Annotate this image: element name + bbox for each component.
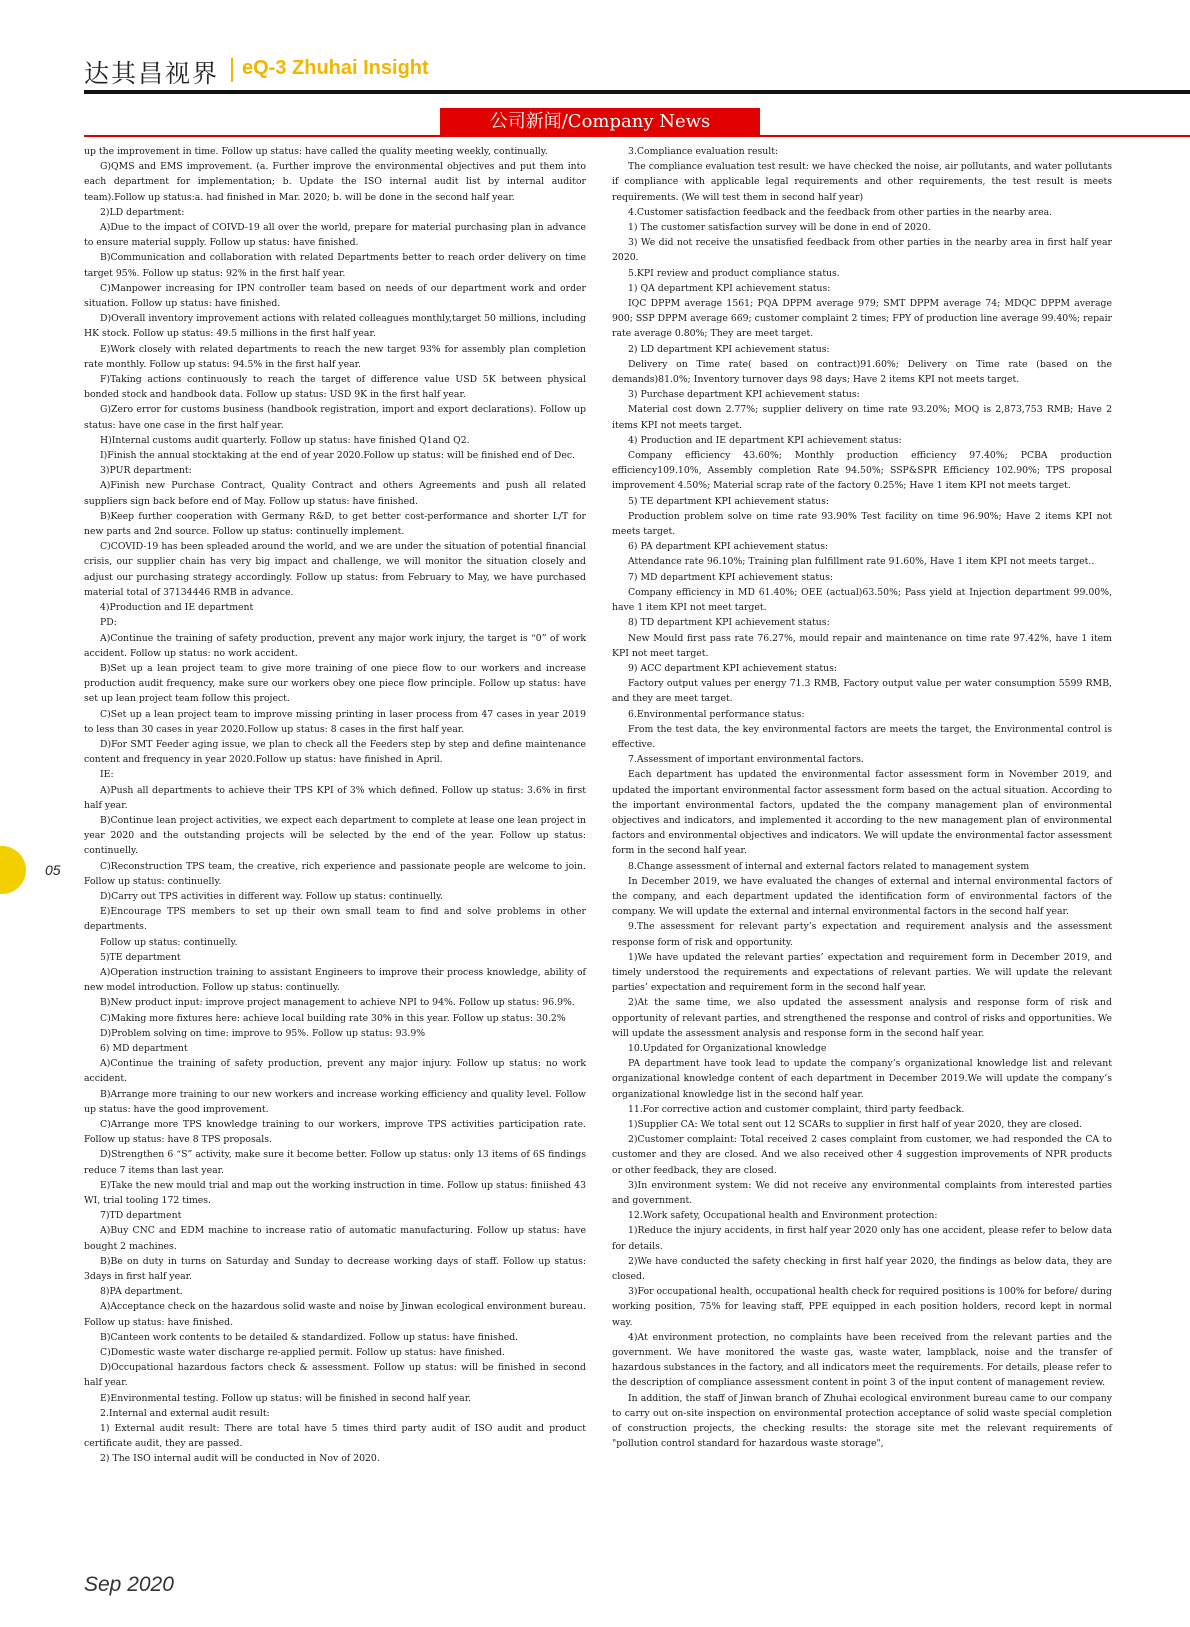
paragraph: PA department have took lead to update the company’s organizational knowledge list and relevant organizational knowledge content of each department in December 2019.We will update the company’s organizational knowledge list in the second half year. [612, 1058, 1112, 1100]
paragraph: E)Environmental testing. Follow up status: will be finished in second half year. [100, 1392, 472, 1404]
paragraph: B)Be on duty in turns on Saturday and Sunday to decrease working days of staff. Follow up status: 3days in first half year. [84, 1255, 586, 1283]
left-column [84, 144, 586, 1467]
paragraph: 2)Customer complaint: Total received 2 cases complaint from customer, we had responded the CA to customer and they are closed. And we also received other 4 suggestion improvements of NPR products or other feedback, they are closed. [612, 1134, 1112, 1176]
paragraph: 6) PA department KPI achievement status: [628, 541, 829, 553]
paragraph: D)Occupational hazardous factors check & assessment. Follow up status: will be finished in second half year. [84, 1362, 586, 1389]
paragraph: 4)Production and IE department [100, 602, 254, 614]
paragraph: A)Acceptance check on the hazardous solid waste and noise by Jinwan ecological environment bureau. Follow up status: have finished. [84, 1301, 586, 1328]
paragraph: 4.Customer satisfaction feedback and the feedback from other parties in the nearby area. [628, 206, 1053, 218]
paragraph: H)Internal customs audit quarterly. Follow up status: have finished Q1and Q2. [100, 434, 470, 446]
paragraph: 1) The customer satisfaction survey will be done in end of 2020. [628, 222, 931, 234]
paragraph: In addition, the staff of Jinwan branch of Zhuhai ecological environment bureau came to our company to carry out on-site inspection on environmental protection acceptance of solid waste special completion of construction projects, the checking results: the storage site met the relevant requirements of "pollution control standard for hazardous waste storage", [612, 1392, 1112, 1450]
masthead [84, 54, 1190, 88]
paragraph: In December 2019, we have evaluated the changes of external and internal environmental factors of the company, and each department updated the identification form of environmental factors of the company. We will update the external and internal environmental factors in the second half year. [612, 875, 1112, 918]
paragraph: D)Strengthen 6 “S” activity, make sure it become better. Follow up status: only 13 items of 6S findings reduce 7 items than last year. [84, 1149, 586, 1176]
paragraph: A)Finish new Purchase Contract, Quality Contract and others Agreements and push all related suppliers sign back before end of May. Follow up status: have finished. [84, 480, 586, 507]
paragraph: D)Overall inventory improvement actions with related colleagues monthly,target 50 millions, including HK stock. Follow up status: 49.5 millions in the first half year. [84, 313, 586, 340]
paragraph: The compliance evaluation test result: we have checked the noise, air pollutants, and water pollutants if compliance with applicable legal requirements and other requirements, the test result is meets requirements. (We will test them in second half year) [612, 161, 1112, 203]
paragraph: E)Work closely with related departments to reach the new target 93% for assembly plan completion rate monthly. Follow up status: 94.5% in the first half year. [84, 343, 586, 370]
right-column [612, 144, 1112, 1451]
paragraph: G)QMS and EMS improvement. (a. Further improve the environmental objectives and put them into each department for implementation; b. Update the ISO internal audit list by internal auditor team).Follow up status:a. had finished in Mar. 2020; b. will be done in the second half year. [84, 161, 586, 203]
paragraph: 3.Compliance evaluation result: [628, 146, 779, 157]
paragraph: 8.Change assessment of internal and external factors related to management system [628, 860, 1030, 872]
paragraph: up the improvement in time. Follow up status: have called the quality meeting weekly, continually. [84, 146, 548, 157]
paragraph: 1)Supplier CA: We total sent out 12 SCARs to supplier in first half of year 2020, they are closed. [628, 1119, 1083, 1130]
paragraph: Follow up status: continuelly. [100, 936, 238, 948]
paragraph: 3)In environment system: We did not receive any environmental complaints from interested parties and government. [612, 1179, 1112, 1207]
paragraph: 8)PA department. [100, 1286, 183, 1298]
paragraph: Company efficiency 43.60%; Monthly production efficiency 97.40%; PCBA production efficiency109.10%, Assembly completion Rate 94.50%; SSP&SPR Efficiency 102.90%; TPS proposal improvement 4.50%; Material scrap rate of the factory 0.25%; Have 1 item KPI not meets target. [612, 450, 1112, 492]
paragraph: 6.Environmental performance status: [628, 708, 805, 720]
paragraph: 1)We have updated the relevant parties’ expectation and requirement form in December 2019, and timely understood the requirements and expectations of relevant parties. We will update the relevant parties’ expectation and requirement form in the second half year. [612, 951, 1112, 994]
paragraph: B)Arrange more training to our new workers and increase working efficiency and quality level. Follow up status: have the good improvement. [84, 1088, 586, 1115]
brand-chinese: 达其昌视界 [84, 59, 220, 88]
paragraph: B)Canteen work contents to be detailed & standardized. Follow up status: have finished. [100, 1331, 519, 1343]
paragraph: C)Reconstruction TPS team, the creative, rich experience and passionate people are welcome to join. Follow up status: continuelly. [84, 860, 586, 887]
paragraph: C)Manpower increasing for IPN controller team based on needs of our department work and order situation. Follow up status: have finished. [84, 282, 586, 310]
paragraph: 6) MD department [100, 1042, 188, 1054]
paragraph: 3)PUR department: [100, 465, 192, 477]
paragraph: Attendance rate 96.10%; Training plan fulfillment rate 91.60%, Have 1 item KPI not meets target.. [628, 556, 1095, 568]
page-number-marker [0, 846, 26, 894]
paragraph: Company efficiency in MD 61.40%; OEE (actual)63.50%; Pass yield at Injection department 99.00%, have 1 item KPI not meet target. [612, 586, 1112, 614]
paragraph: A)Due to the impact of COIVD-19 all over the world, prepare for material purchasing plan in advance to ensure material supply. Follow up status: have finished. [84, 222, 586, 249]
paragraph: D)Carry out TPS activities in different way. Follow up status: continuelly. [100, 890, 443, 902]
paragraph: 1) QA department KPI achievement status: [628, 282, 831, 294]
paragraph: 4) Production and IE department KPI achievement status: [628, 434, 902, 446]
paragraph: 5)TE department [100, 951, 181, 963]
paragraph: IQC DPPM average 1561; PQA DPPM average 979; SMT DPPM average 74; MDQC DPPM average 900; SSP DPPM average 669; customer complaint 2 times; FPY of production line average 99.40%; repair rate average 0.80%; They are meet target. [612, 298, 1112, 340]
paragraph: 12.Work safety, Occupational health and Environment protection: [628, 1210, 938, 1222]
paragraph: A)Operation instruction training to assistant Engineers to improve their process knowledge, ability of new model introduction. Follow up status: continuelly. [84, 966, 586, 994]
paragraph: 1) External audit result: There are total have 5 times third party audit of ISO audit and product certificate audit, they are passed. [84, 1423, 586, 1450]
paragraph: Production problem solve on time rate 93.90% Test facility on time 96.90%; Have 2 items KPI not meets target. [612, 510, 1112, 538]
paragraph: D)For SMT Feeder aging issue, we plan to check all the Feeders step by step and define maintenance content and frequency in year 2020.Follow up status: have finished in April. [84, 738, 586, 766]
paragraph: 9.The assessment for relevant party’s expectation and requirement analysis and the assessment response form of risk and opportunity. [612, 921, 1112, 948]
paragraph: 2)We have conducted the safety checking in first half year 2020, the findings as below data, they are closed. [612, 1255, 1112, 1283]
paragraph: A)Buy CNC and EDM machine to increase ratio of automatic manufacturing. Follow up status: have bought 2 machines. [84, 1225, 586, 1252]
paragraph: E)Take the new mould trial and map out the working instruction in time. Follow up status: finiished 43 WI, trial tooling 172 times. [84, 1179, 586, 1207]
paragraph: New Mould first pass rate 76.27%, mould repair and maintenance on time rate 97.42%, have 1 item KPI not meet target. [612, 632, 1112, 659]
paragraph: PD: [100, 617, 117, 629]
paragraph: Material cost down 2.77%; supplier delivery on time rate 93.20%; MOQ is 2,873,753 RMB; Have 2 items KPI not meets target. [612, 404, 1112, 431]
page-number: 05 [45, 862, 61, 878]
paragraph: 2) The ISO internal audit will be conducted in Nov of 2020. [100, 1453, 380, 1465]
paragraph: 2.Internal and external audit result: [100, 1407, 270, 1419]
paragraph: G)Zero error for customs business (handbook registration, import and export declarations). Follow up status: have one case in the first half year. [84, 404, 586, 431]
paragraph: C)COVID-19 has been spleaded around the world, and we are under the situation of potential financial crisis, our supplier chain has very big impact and challenge, we will monitor the situation closely and adjust our purchasing strategy accordingly. Follow up status: from February to May, we have purchased material total of 37134446 RMB in advance. [84, 541, 586, 598]
paragraph: 2)LD department: [100, 206, 185, 218]
paragraph: B)Keep further cooperation with Germany R&D, to get better cost-performance and shorter L/T for new parts and 2nd source. Follow up status: continuelly implement. [84, 510, 586, 538]
paragraph: A)Continue the training of safety production, prevent any major injury. Follow up status: no work accident. [84, 1058, 586, 1085]
paragraph: C)Making more fixtures here: achieve local building rate 30% in this year. Follow up status: 30.2% [100, 1012, 566, 1024]
section-title: 公司新闻/Company News [440, 108, 760, 136]
paragraph: D)Problem solving on time: improve to 95%. Follow up status: 93.9% [100, 1027, 426, 1039]
paragraph: 3)For occupational health, occupational health check for required positions is 100% for before/ during working position, 75% for leaving staff, PPE equipped in each position holders, record kept in normal way. [612, 1286, 1112, 1328]
paragraph: 11.For corrective action and customer complaint, third party feedback. [628, 1103, 965, 1115]
paragraph: F)Taking actions continuously to reach the target of difference value USD 5K between physical bonded stock and handbook data. Follow up status: USD 9K in the first half year. [84, 374, 586, 401]
paragraph: C)Arrange more TPS knowledge training to our workers, improve TPS activities participation rate. Follow up status: have 8 TPS proposals. [84, 1119, 586, 1146]
header-rule [84, 90, 1190, 94]
paragraph: B)Continue lean project activities, we expect each department to complete at lease one lean project in year 2020 and the outstanding projects will be selected by the end of the year. Follow up status: continuelly. [84, 814, 586, 857]
paragraph: Delivery on Time rate( based on contract)91.60%; Delivery on Time rate (based on the demands)81.0%; Inventory turnover days 98 days; Have 2 items KPI not meets target. [612, 358, 1112, 386]
paragraph: 7)TD department [100, 1210, 182, 1222]
paragraph: 2) LD department KPI achievement status: [628, 343, 830, 355]
paragraph: 5.KPI review and product compliance status. [628, 267, 840, 279]
paragraph: 7) MD department KPI achievement status: [628, 571, 834, 583]
paragraph: 8) TD department KPI achievement status: [628, 617, 830, 629]
paragraph: 10.Updated for Organizational knowledge [628, 1042, 827, 1054]
paragraph: A)Push all departments to achieve their TPS KPI of 3% which defined. Follow up status: 3.6% in first half year. [84, 784, 586, 811]
paragraph: 7.Assessment of important environmental factors. [628, 754, 864, 766]
paragraph: 1)Reduce the injury accidents, in first half year 2020 only has one accident, please refer to below data for details. [612, 1225, 1112, 1252]
paragraph: B)Communication and collaboration with related Departments better to reach order delivery on time target 95%. Follow up status: 92% in the first half year. [84, 252, 586, 279]
brand-divider [231, 58, 233, 82]
paragraph: IE: [100, 769, 114, 781]
paragraph: 2)At the same time, we also updated the assessment analysis and response form of risk and opportunity of relevant parties, and strengthened the response and control of risks and opportunities. We will update the assessment analysis and response form in the second half year. [612, 997, 1112, 1039]
paragraph: A)Continue the training of safety production, prevent any major work injury, the target is “0” of work accident. Follow up status: no work accident. [84, 632, 586, 659]
paragraph: From the test data, the key environmental factors are meets the target, the Environmental control is effective. [612, 723, 1112, 750]
paragraph: B)Set up a lean project team to give more training of one piece flow to our workers and increase production audit frequency, make sure our workers obey one piece flow principle. Follow up status: have set up lean project team follow this project. [84, 662, 586, 705]
paragraph: C)Domestic waste water discharge re-applied permit. Follow up status: have finished. [100, 1347, 505, 1359]
issue-date: Sep 2020 [84, 1573, 174, 1596]
paragraph: B)New product input: improve project management to achieve NPI to 94%. Follow up status: 96.9%. [100, 997, 575, 1009]
paragraph: 3) Purchase department KPI achievement status: [628, 389, 860, 401]
paragraph: I)Finish the annual stocktaking at the end of year 2020.Follow up status: will be finished end of Dec. [100, 450, 575, 462]
paragraph: Factory output values per energy 71.3 RMB, Factory output value per water consumption 5599 RMB, and they are meet target. [612, 678, 1112, 705]
paragraph: E)Encourage TPS members to set up their own small team to find and solve problems in other departments. [84, 906, 586, 933]
brand-english: eQ-3 Zhuhai Insight [242, 57, 429, 79]
paragraph: 9) ACC department KPI achievement status: [628, 662, 837, 674]
paragraph: 4)At environment protection, no complaints have been received from the relevant parties and the government. We have monitored the waste gas, waste water, lampblack, noise and the transfer of hazardous substances in the factory, and all indicators meet the requirements. For details, please refer to the description of compliance assessment content in point 3 of the input content of management review. [612, 1331, 1112, 1389]
paragraph: 3) We did not receive the unsatisfied feedback from other parties in the nearby area in first half year 2020. [612, 237, 1112, 264]
paragraph: Each department has updated the environmental factor assessment form in November 2019, and updated the important environmental factor assessment form based on the actual situation. According to the important environmental factors, updated the the company management plan of environmental objectives and indicators, and implemented it according to the new management plan of environmental factors and environmental objectives and indicators. We will update the environmental factor assessment form in the second half year. [612, 769, 1112, 857]
paragraph: C)Set up a lean project team to improve missing printing in laser process from 47 cases in year 2019 to less than 30 cases in year 2020.Follow up status: 8 cases in the first half year. [84, 708, 586, 735]
paragraph: 5) TE department KPI achievement status: [628, 495, 830, 507]
